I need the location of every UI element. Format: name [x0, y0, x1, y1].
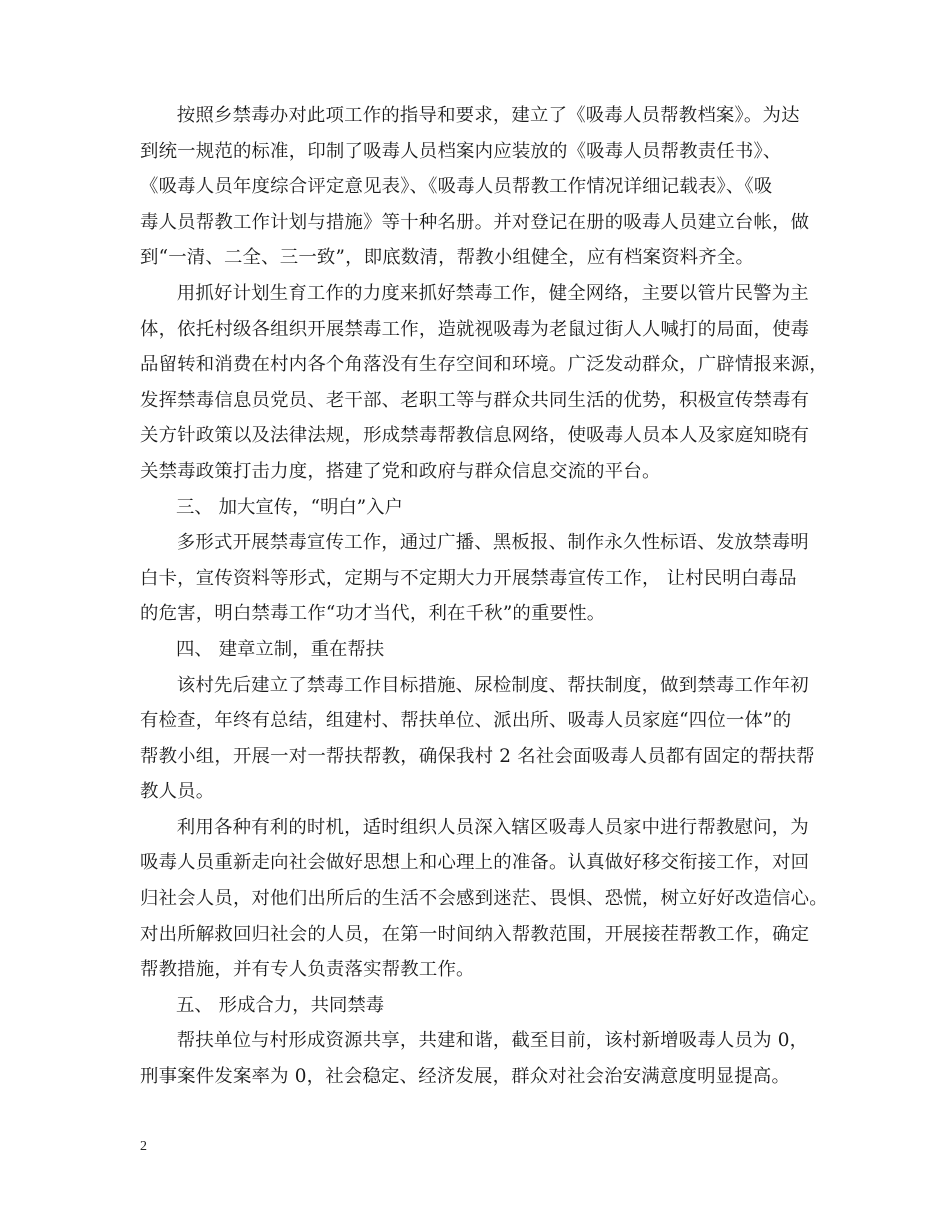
- paragraph: [140, 276, 828, 490]
- paragraph-line: 关方针政策以及法律法规，形成禁毒帮教信息网络，使吸毒人员本人及家庭知晓有: [140, 425, 810, 447]
- section-heading: 三、 加大宣传，“明白”入户: [176, 496, 403, 518]
- paragraph-line: 该村先后建立了禁毒工作目标措施、尿检制度、帮扶制度，做到禁毒工作年初: [176, 674, 809, 696]
- paragraph-line: 的危害，明白禁毒工作“功才当代，利在千秋”的重要性。: [140, 603, 606, 625]
- paragraph-line: 教人员。: [140, 781, 215, 803]
- paragraph: [140, 1023, 815, 1094]
- paragraph-line: 到统一规范的标准，印制了吸毒人员档案内应装放的《吸毒人员帮教责任书》、: [140, 140, 782, 162]
- paragraph: [140, 668, 815, 810]
- paragraph-line: 利用各种有利的时机，适时组织人员深入辖区吸毒人员家中进行帮教慰问，为: [176, 816, 809, 838]
- paragraph-line: 发挥禁毒信息员党员、老干部、老职工等与群众共同生活的优势，积极宣传禁毒有: [140, 389, 810, 411]
- paragraph-line: 品留转和消费在村内各个角落没有生存空间和环境。广泛发动群众，广辟情报来源，: [140, 354, 828, 376]
- document-body: [140, 98, 828, 1095]
- paragraph-line: 关禁毒政策打击力度，搭建了党和政府与群众信息交流的平台。: [140, 460, 661, 482]
- paragraph-line: 到“一清、二全、三一致”，即底数清，帮教小组健全，应有档案资料齐全。: [140, 247, 755, 269]
- paragraph-line: 多形式开展禁毒宣传工作，通过广播、黑板报、制作永久性标语、发放禁毒明: [176, 532, 809, 554]
- page-number: 2: [140, 1139, 147, 1154]
- paragraph-line: 有检查，年终有总结，组建村、帮扶单位、派出所、吸毒人员家庭“四位一体”的: [140, 710, 792, 732]
- paragraph-line: 对出所解救回归社会的人员，在第一时间纳入帮教范围，开展接茬帮教工作，确定: [140, 923, 810, 945]
- paragraph: [140, 98, 815, 276]
- paragraph-line: 帮教小组，开展一对一帮扶帮教，确保我村 2 名社会面吸毒人员都有固定的帮扶帮: [140, 745, 815, 767]
- paragraph-line: 毒人员帮教工作计划与措施》等十种名册。并对登记在册的吸毒人员建立台帐，做: [140, 211, 810, 233]
- paragraph: [140, 810, 828, 988]
- section-heading: 四、 建章立制，重在帮扶: [176, 638, 385, 660]
- paragraph-line: 吸毒人员重新走向社会做好思想上和心理上的准备。认真做好移交衔接工作，对回: [140, 852, 810, 874]
- paragraph-line: 帮教措施，并有专人负责落实帮教工作。: [140, 959, 475, 981]
- paragraph-line: 用抓好计划生育工作的力度来抓好禁毒工作，健全网络，主要以管片民警为主: [176, 282, 809, 304]
- paragraph-line: 体，依托村级各组织开展禁毒工作，造就视吸毒为老鼠过街人人喊打的局面，使毒: [140, 318, 810, 340]
- paragraph-line: 白卡，宣传资料等形式，定期与不定期大力开展禁毒宣传工作， 让村民明白毒品: [140, 567, 797, 589]
- paragraph-line: 按照乡禁毒办对此项工作的指导和要求，建立了《吸毒人员帮教档案》。为达: [176, 105, 800, 126]
- paragraph: [140, 525, 815, 632]
- section-heading: 五、 形成合力，共同禁毒: [176, 994, 385, 1016]
- paragraph-line: 刑事案件发案率为 0，社会稳定、经济发展，群众对社会治安满意度明显提高。: [140, 1066, 791, 1088]
- paragraph-line: 《吸毒人员年度综合评定意见表》、《吸毒人员帮教工作情况详细记载表》、《吸: [140, 176, 773, 198]
- paragraph-line: 归社会人员，对他们出所后的生活不会感到迷茫、畏惧、恐慌，树立好好改造信心。: [140, 888, 828, 910]
- paragraph-line: 帮扶单位与村形成资源共享，共建和谐，截至目前，该村新增吸毒人员为 0，: [176, 1030, 809, 1052]
